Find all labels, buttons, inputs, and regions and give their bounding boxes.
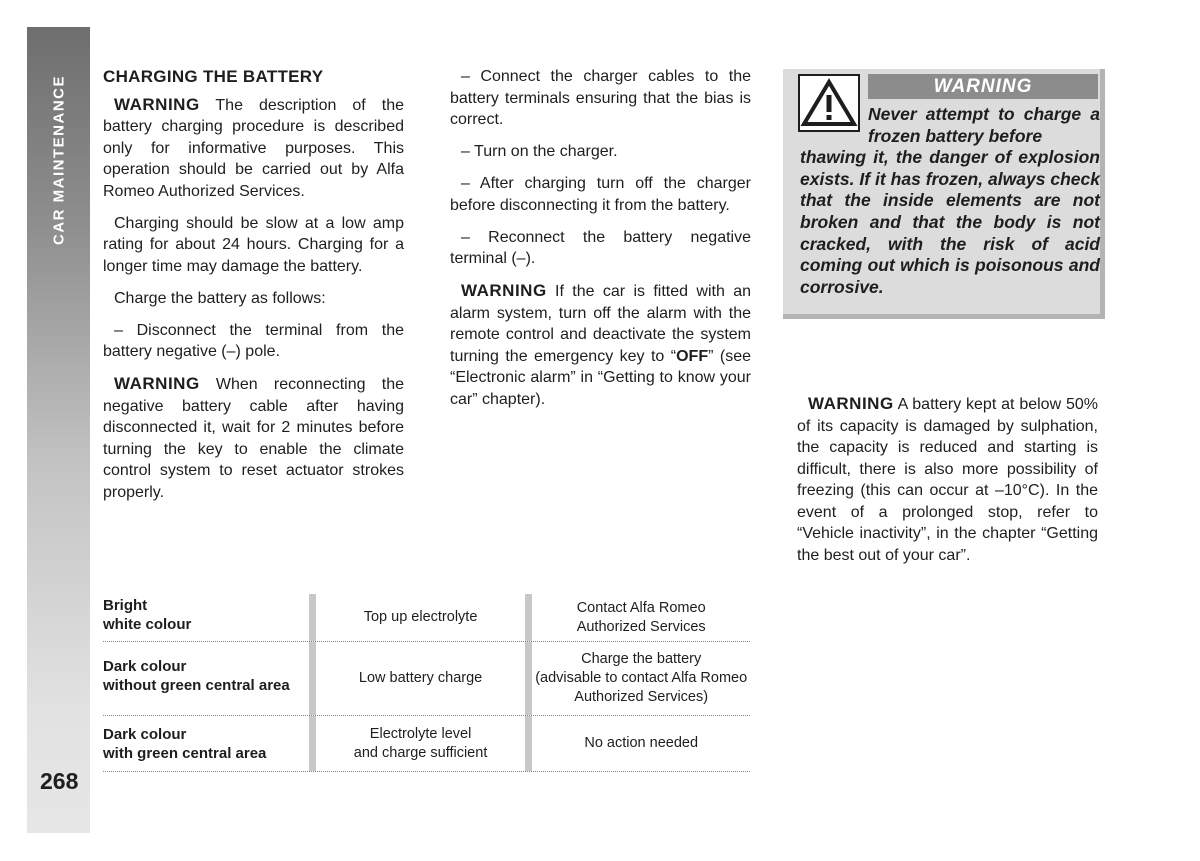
- column-divider: [525, 642, 532, 715]
- cell-line: No action needed: [584, 735, 699, 751]
- paragraph: – Disconnect the terminal from the battery negative (–) pole.: [103, 321, 404, 360]
- paragraph: [103, 94, 404, 203]
- indicator-state: [103, 642, 309, 715]
- paragraph-text: When reconnecting the negative battery cable after having disconnected it, wait for 2 minutes before turning the key to enable the climate control system to reset actuator strokes properly.: [103, 376, 404, 501]
- cell-line: Bright: [103, 597, 148, 614]
- action-cell: [532, 642, 750, 715]
- paragraph: Charge the battery as follows:: [114, 289, 326, 307]
- warning-lead: WARNING: [114, 94, 200, 114]
- column-divider: [309, 594, 316, 641]
- paragraph: – Connect the charger cables to the battery terminals ensuring that the bias is correct.: [450, 68, 751, 128]
- cell-line: Low battery charge: [358, 670, 483, 686]
- column-2: [450, 66, 751, 421]
- column-divider: [525, 594, 532, 641]
- paragraph: [797, 393, 1098, 566]
- paragraph: – Turn on the charger.: [461, 143, 618, 160]
- cell-line: with green central area: [103, 745, 267, 762]
- cell-line: without green central area: [103, 677, 290, 694]
- cell-line: Authorized Services): [574, 689, 709, 705]
- table-row: [103, 642, 750, 716]
- paragraph-text: ” (see “Electronic alarm” in “Getting to know your car” chapter).: [450, 347, 752, 408]
- cell-line: white colour: [103, 616, 192, 633]
- column-1: [103, 66, 404, 514]
- page-number: 268: [40, 768, 79, 794]
- meaning-cell: [316, 642, 526, 715]
- table-row: [103, 716, 750, 772]
- section-label: CAR MAINTENANCE: [50, 75, 68, 245]
- paragraph: Charging should be slow at a low amp rating for about 24 hours. Charging for a longer time may damage the battery.: [103, 214, 404, 275]
- cell-line: Contact Alfa Romeo: [576, 599, 706, 616]
- paragraph-text: The description of the battery charging procedure is described only for informative purposes. This operation should be carried out by Alfa Romeo Authorized Services.: [103, 96, 404, 200]
- cell-line: Top up electrolyte: [363, 609, 478, 625]
- warning-box: [783, 69, 1105, 319]
- warning-lead: WARNING: [808, 394, 894, 413]
- column-divider: [525, 716, 532, 771]
- paragraph-text: A battery kept at below 50% of its capacity is damaged by sulphation, the capacity is reduced and starting is difficult, there is also more possibility of freezing (this can occur at –10°C). In the event of a prolonged stop, refer to “Vehicle inactivity”, in the chapter “Getting the best out of your car”.: [797, 396, 1098, 564]
- indicator-state: [103, 594, 309, 641]
- paragraph: – Reconnect the battery negative terminal (–).: [450, 228, 751, 267]
- cell-line: Dark colour: [103, 658, 187, 675]
- paragraph: [450, 280, 751, 410]
- column-divider: [309, 642, 316, 715]
- column-3: [797, 393, 1098, 577]
- warning-text-first: Never attempt to charge a frozen battery before: [868, 104, 1100, 146]
- paragraph: [103, 373, 404, 503]
- warning-title: WARNING: [868, 74, 1098, 99]
- off-label: OFF: [676, 347, 709, 365]
- meaning-cell: [316, 594, 526, 641]
- warning-text: [800, 104, 1100, 298]
- warning-lead: WARNING: [461, 281, 547, 300]
- table-row: [103, 594, 750, 642]
- cell-line: and charge sufficient: [353, 744, 488, 761]
- cell-line: (advisable to contact Alfa Romeo: [535, 670, 748, 686]
- section-heading: CHARGING THE BATTERY: [103, 67, 324, 86]
- meaning-cell: [316, 716, 526, 771]
- paragraph: – After charging turn off the charger before disconnecting it from the battery.: [450, 175, 751, 214]
- battery-indicator-table: [103, 594, 750, 772]
- action-cell: [532, 594, 750, 641]
- cell-line: Dark colour: [103, 726, 187, 743]
- cell-line: Electrolyte level: [369, 725, 472, 742]
- warning-lead: WARNING: [114, 374, 200, 393]
- indicator-state: [103, 716, 309, 771]
- column-divider: [309, 716, 316, 771]
- action-cell: [532, 716, 750, 771]
- cell-line: Charge the battery: [581, 651, 702, 667]
- paragraph-text: If the car is fitted with an alarm system, turn off the alarm with the remote control and deactivate the system turning the emergency key to “: [450, 283, 751, 365]
- warning-text-rest: thawing it, the danger of explosion exists. If it has frozen, always check that the inside elements are not broken and that the body is not cracked, with the risk of acid coming out which is poisonous and corrosive.: [800, 147, 1100, 297]
- cell-line: Authorized Services: [576, 618, 706, 635]
